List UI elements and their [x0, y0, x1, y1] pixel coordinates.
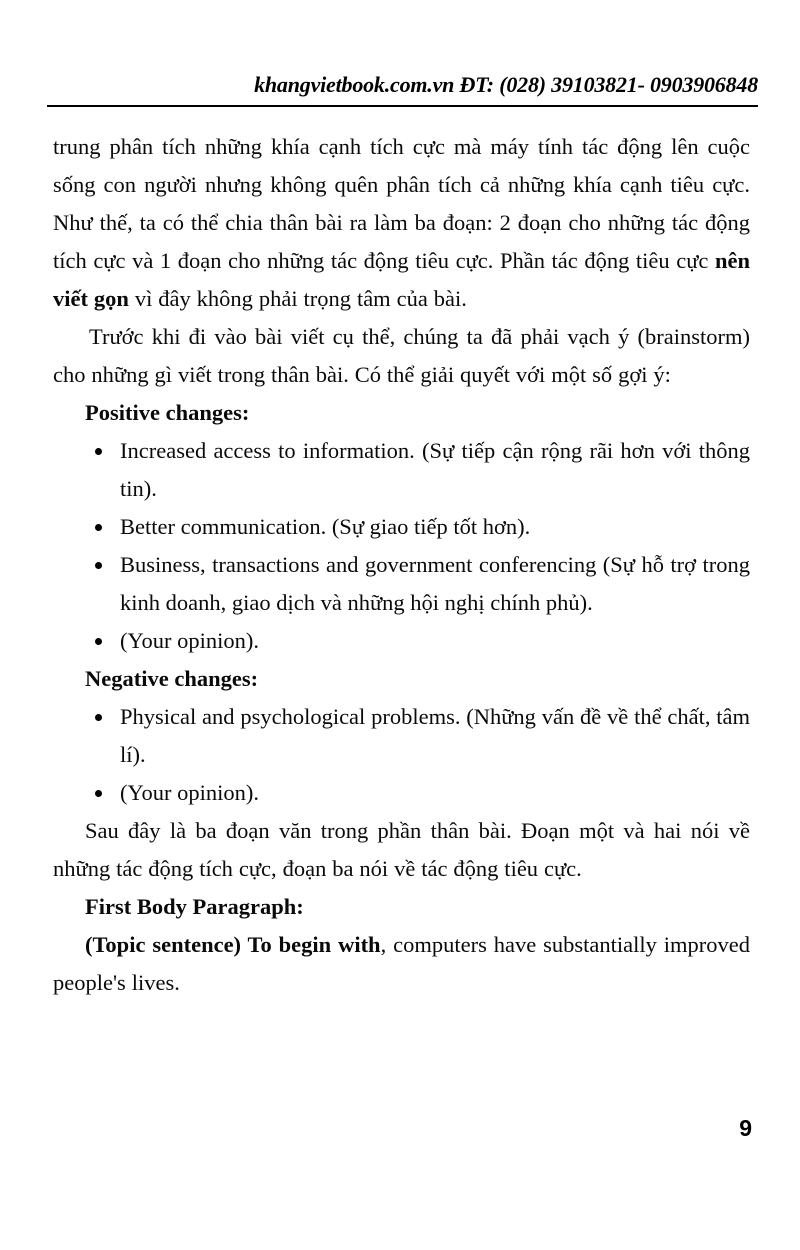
- heading-negative-changes: Negative changes:: [85, 666, 259, 691]
- list-item: [53, 432, 750, 508]
- list-item-label: Better communication. (Sự giao tiếp tốt hơn).: [120, 514, 531, 539]
- list-item-label: Business, transactions and government conferencing (Sự hỗ trợ trong kinh doanh, giao dịch và những hội nghị chính phủ).: [120, 552, 750, 615]
- page-number: 9: [739, 1115, 752, 1141]
- list-item: [53, 508, 750, 546]
- list-item-label: (Your opinion).: [120, 780, 259, 805]
- paragraph-1-part-1: trung phân tích những khía cạnh tích cực mà máy tính tác động lên cuộc sống con người nhưng không quên phân tích cả những khía cạnh tiêu cực. Như thế, ta có thể chia thân bài ra làm ba đoạn: 2 đoạn cho những tác động tích cực và 1 đoạn cho những tác động tiêu cực. Phần tác động tiêu cực: [53, 134, 750, 273]
- heading-positive-changes: Positive changes:: [85, 400, 250, 425]
- negative-changes-list: [53, 698, 750, 812]
- header-divider-rule: [47, 105, 758, 107]
- paragraph-brainstorm: Trước khi đi vào bài viết cụ thể, chúng ta đã phải vạch ý (brainstorm) cho những gì viết trong thân bài. Có thể giải quyết với một số gợi ý:: [53, 324, 750, 387]
- topic-sentence-bold-phrase: (Topic sentence) To begin with: [85, 932, 381, 957]
- bullet-dot-icon: [95, 790, 102, 797]
- bullet-dot-icon: [95, 524, 102, 531]
- running-header: [47, 72, 758, 98]
- list-item: [53, 698, 750, 774]
- topic-sentence-rest: , computers have substantially improved people's lives.: [53, 932, 750, 995]
- bullet-dot-icon: [95, 448, 102, 455]
- positive-changes-list: [53, 432, 750, 660]
- paragraph-1-bold-phrase: nên viết gọn: [53, 248, 750, 311]
- list-item: [53, 546, 750, 622]
- bullet-dot-icon: [95, 714, 102, 721]
- paragraph-continuation: [53, 128, 750, 318]
- paragraph-topic-sentence: [53, 926, 750, 1002]
- list-item-label: Physical and psychological problems. (Những vấn đề về thể chất, tâm lí).: [120, 704, 750, 767]
- paragraph-1-part-2: vì đây không phải trọng tâm của bài.: [128, 286, 467, 311]
- list-item-label: Increased access to information. (Sự tiếp cận rộng rãi hơn với thông tin).: [120, 438, 750, 501]
- heading-first-body-paragraph: First Body Paragraph:: [85, 894, 304, 919]
- body-content: [53, 128, 750, 1002]
- list-item: [53, 774, 750, 812]
- paragraph-three-body-paragraphs: Sau đây là ba đoạn văn trong phần thân bài. Đoạn một và hai nói về những tác động tích cực, đoạn ba nói về tác động tiêu cực.: [53, 818, 750, 881]
- list-item-label: (Your opinion).: [120, 628, 259, 653]
- bullet-dot-icon: [95, 562, 102, 569]
- bullet-dot-icon: [95, 638, 102, 645]
- header-contact-text: khangvietbook.com.vn ĐT: (028) 39103821- 0903906848: [254, 72, 758, 97]
- list-item: [53, 622, 750, 660]
